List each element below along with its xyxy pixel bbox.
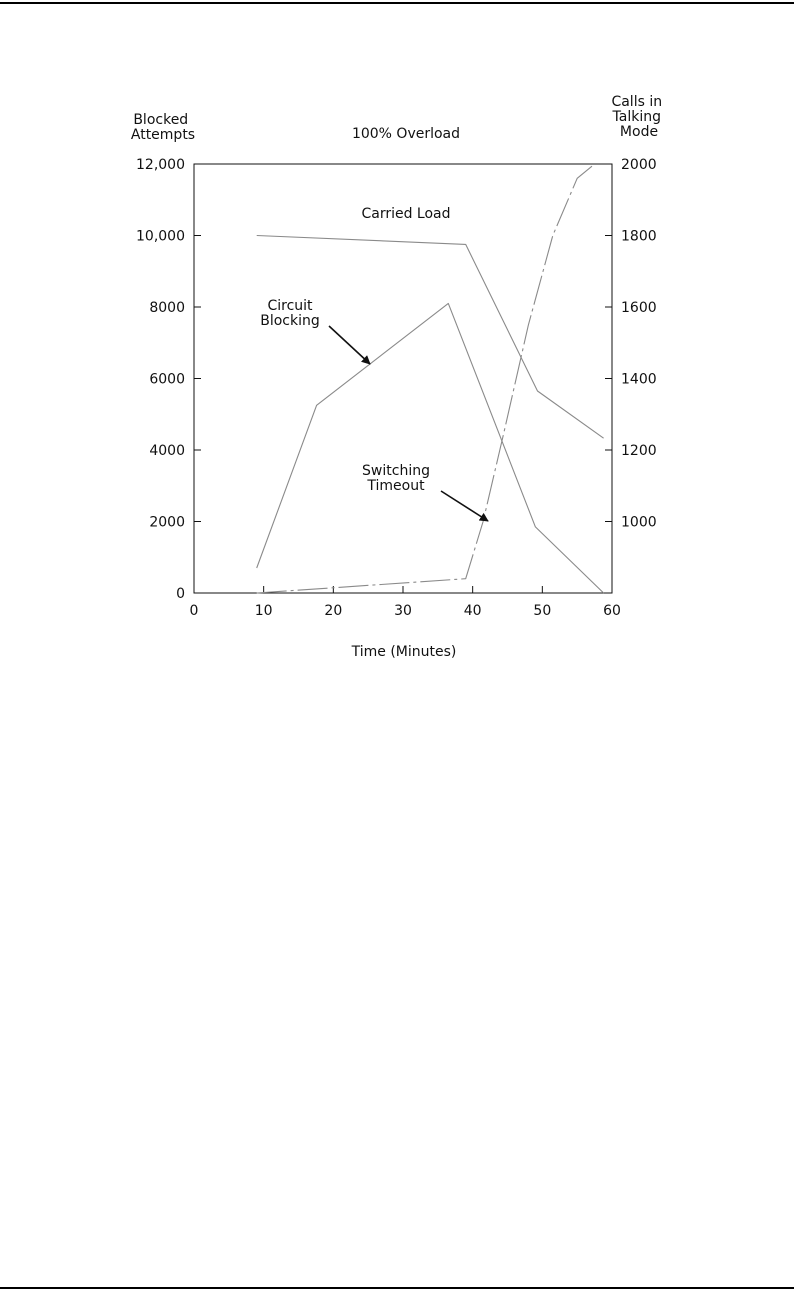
switching-timeout-label-line: Switching	[362, 463, 430, 479]
circuit-blocking-label-line: Circuit	[267, 298, 313, 314]
circuit-blocking-line	[257, 303, 604, 593]
x-tick-label: 40	[463, 603, 482, 619]
plot-frame	[194, 164, 612, 593]
switching-timeout-arrow	[441, 491, 488, 521]
left-axis-label-line: Attempts	[130, 127, 196, 143]
right-y-tick-label: 1000	[621, 514, 657, 531]
chart-title: 100% Overload	[351, 126, 461, 142]
carried-load-label	[361, 206, 450, 222]
x-tick-label: 10	[254, 603, 273, 619]
right-y-tick-label: 1400	[621, 371, 657, 388]
right-axis-label-line: Mode	[619, 124, 659, 140]
left-y-tick-label: 0	[176, 586, 185, 602]
left-y-tick-label: 2000	[149, 514, 185, 531]
circuit-blocking-arrow	[329, 326, 370, 364]
left-y-tick-label: 4000	[149, 443, 185, 459]
carried-load-label-line: Carried Load	[361, 206, 451, 222]
carried-load-line	[257, 236, 604, 439]
left-y-tick-label: 12,000	[136, 157, 185, 173]
x-tick-label: 30	[394, 603, 412, 619]
circuit-blocking-label-line: Blocking	[260, 313, 320, 329]
right-y-tick-label: 1200	[621, 443, 657, 459]
left-y-tick-label: 10,000	[136, 228, 185, 245]
circuit-blocking-label	[260, 298, 320, 329]
left-y-tick-label: 6000	[149, 371, 185, 388]
left-axis-label	[131, 112, 195, 143]
right-axis-label	[611, 94, 666, 140]
right-axis-label-line: Calls in	[611, 94, 663, 110]
right-y-tick-label: 2000	[621, 157, 657, 173]
x-tick-label: 20	[324, 603, 343, 619]
x-axis-label: Time (Minutes)	[351, 644, 457, 660]
switching-timeout-line	[257, 164, 595, 593]
x-tick-label: 60	[603, 603, 621, 619]
left-axis-label-line: Blocked	[133, 112, 189, 128]
left-y-tick-label: 8000	[149, 300, 185, 316]
right-y-tick-label: 1800	[621, 228, 657, 245]
right-axis-label-line: Talking	[612, 109, 662, 125]
right-y-tick-label: 1600	[621, 300, 657, 316]
x-tick-label: 50	[533, 603, 552, 619]
switching-timeout-label	[362, 463, 430, 494]
switching-timeout-label-line: Timeout	[367, 478, 425, 494]
x-tick-label: 0	[189, 603, 199, 619]
page-bottom-rule	[0, 1287, 794, 1289]
